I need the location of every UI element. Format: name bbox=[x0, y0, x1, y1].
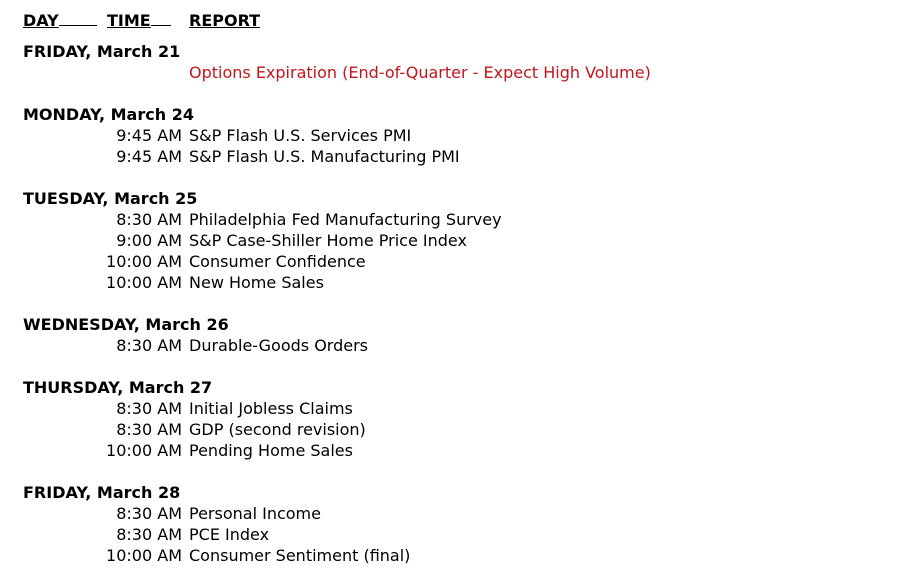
event-time: 8:30 AM bbox=[116, 336, 182, 355]
event-time: 8:30 AM bbox=[116, 420, 182, 439]
day-block bbox=[0, 188, 897, 293]
column-header-row bbox=[0, 10, 897, 31]
event-time: 9:45 AM bbox=[116, 147, 182, 166]
event-row bbox=[0, 419, 897, 440]
event-row bbox=[0, 209, 897, 230]
column-header-time-label: TIME bbox=[107, 11, 151, 30]
event-time: 8:30 AM bbox=[116, 525, 182, 544]
event-report: GDP (second revision) bbox=[189, 420, 366, 439]
event-report: S&P Flash U.S. Manufacturing PMI bbox=[189, 147, 460, 166]
event-time: 8:30 AM bbox=[116, 504, 182, 523]
day-block bbox=[0, 377, 897, 461]
event-report: Consumer Sentiment (final) bbox=[189, 546, 411, 565]
event-report: New Home Sales bbox=[189, 273, 324, 292]
event-report-highlighted: Options Expiration (End-of-Quarter - Expect High Volume) bbox=[189, 63, 651, 82]
event-report: S&P Case-Shiller Home Price Index bbox=[189, 231, 467, 250]
event-row bbox=[0, 524, 897, 545]
day-block bbox=[0, 482, 897, 566]
event-time: 9:00 AM bbox=[116, 231, 182, 250]
event-time: 10:00 AM bbox=[106, 252, 182, 271]
event-report: Philadelphia Fed Manufacturing Survey bbox=[189, 210, 502, 229]
event-row bbox=[0, 440, 897, 461]
event-report: Pending Home Sales bbox=[189, 441, 353, 460]
event-time: 8:30 AM bbox=[116, 210, 182, 229]
column-header-day-label: DAY bbox=[23, 11, 59, 30]
event-row bbox=[0, 62, 897, 83]
event-row bbox=[0, 503, 897, 524]
event-report: Initial Jobless Claims bbox=[189, 399, 353, 418]
event-row bbox=[0, 230, 897, 251]
event-time: 10:00 AM bbox=[106, 441, 182, 460]
event-time: 10:00 AM bbox=[106, 546, 182, 565]
column-header-day bbox=[23, 10, 97, 31]
event-time: 10:00 AM bbox=[106, 273, 182, 292]
economic-calendar bbox=[0, 41, 897, 587]
day-heading: FRIDAY, March 21 bbox=[23, 42, 181, 61]
event-row bbox=[0, 272, 897, 293]
event-row bbox=[0, 251, 897, 272]
event-row bbox=[0, 545, 897, 566]
event-row bbox=[0, 398, 897, 419]
event-report: Personal Income bbox=[189, 504, 321, 523]
day-heading: FRIDAY, March 28 bbox=[23, 483, 181, 502]
event-report: PCE Index bbox=[189, 525, 270, 544]
day-heading: THURSDAY, March 27 bbox=[23, 378, 213, 397]
event-row bbox=[0, 335, 897, 356]
event-time: 8:30 AM bbox=[116, 399, 182, 418]
event-report: Consumer Confidence bbox=[189, 252, 366, 271]
day-block bbox=[0, 41, 897, 83]
day-heading: TUESDAY, March 25 bbox=[23, 189, 198, 208]
event-row bbox=[0, 146, 897, 167]
column-header-report: REPORT bbox=[189, 11, 261, 30]
column-header-time bbox=[107, 10, 165, 31]
event-report: Durable-Goods Orders bbox=[189, 336, 369, 355]
day-block bbox=[0, 314, 897, 356]
event-report: S&P Flash U.S. Services PMI bbox=[189, 126, 412, 145]
day-heading: WEDNESDAY, March 26 bbox=[23, 315, 229, 334]
event-row bbox=[0, 125, 897, 146]
event-time: 9:45 AM bbox=[116, 126, 182, 145]
day-heading: MONDAY, March 24 bbox=[23, 105, 194, 124]
day-block bbox=[0, 104, 897, 167]
